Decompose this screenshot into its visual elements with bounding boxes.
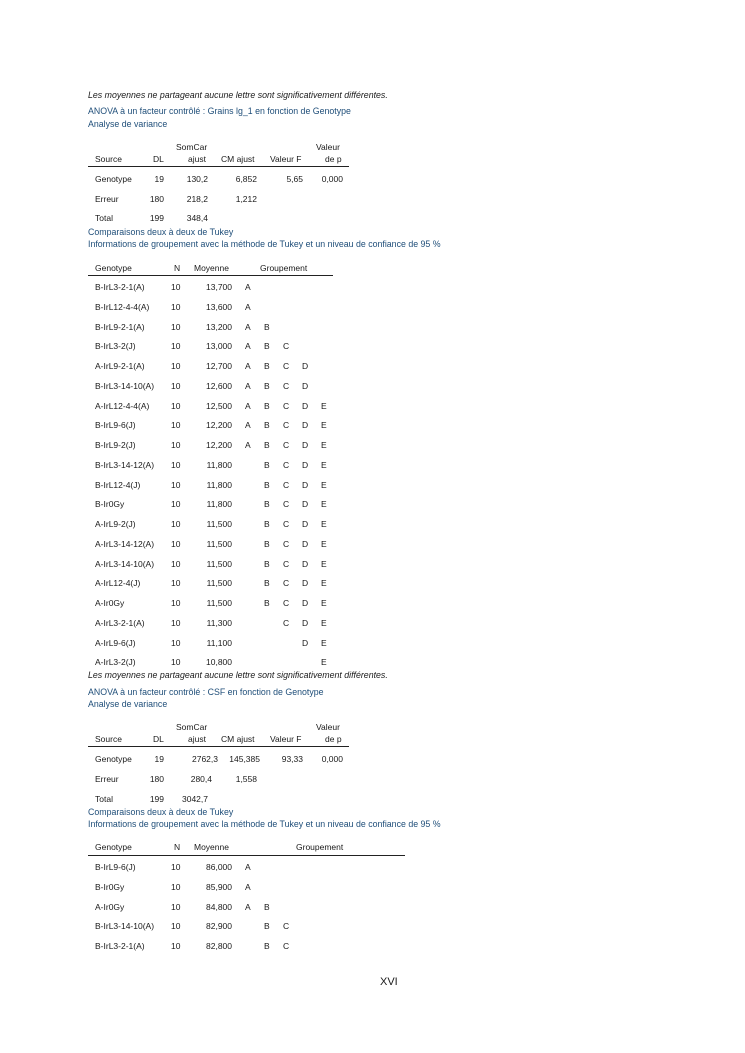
header-somcar-1: SomCar: [176, 722, 208, 732]
group-letter: A: [245, 301, 251, 312]
cell-dl: 19: [154, 754, 164, 764]
cell-f: 5,65: [286, 174, 303, 184]
header-rule: [88, 855, 405, 856]
group-letter: E: [321, 499, 327, 510]
cell-genotype: A-IrL12-4(J): [95, 578, 141, 589]
group-letter: B: [264, 420, 270, 431]
cell-genotype: A-IrL9-2(J): [95, 519, 136, 529]
cell-n: 10: [171, 400, 181, 411]
group-letter: A: [245, 440, 251, 450]
cell-cm: 1,212: [235, 194, 257, 204]
header-source: Source: [95, 154, 122, 164]
cell-genotype: B-IrL12-4(J): [95, 479, 141, 490]
group-letter: A: [245, 282, 251, 292]
cell-n: 10: [171, 440, 181, 450]
group-letter: B: [264, 361, 270, 371]
cell-moyenne: 84,800: [206, 901, 232, 912]
group-letter: D: [302, 637, 309, 648]
cell-somcar: 2762,3: [192, 754, 218, 764]
header-n: N: [174, 842, 181, 852]
cell-cm: 6,852: [235, 174, 257, 184]
group-letter: A: [245, 321, 251, 332]
group-letter: E: [321, 558, 327, 569]
group-letter: C: [283, 440, 290, 450]
cell-genotype: A-IrL3-2-1(A): [95, 617, 145, 628]
cell-genotype: A-Ir0Gy: [95, 901, 125, 912]
cell-p: 0,000: [321, 174, 343, 184]
cell-somcar: 348,4: [186, 213, 208, 223]
cell-n: 10: [171, 380, 181, 391]
group-letter: B: [264, 901, 270, 912]
group-letter: D: [302, 459, 309, 470]
cell-genotype: B-Ir0Gy: [95, 881, 125, 892]
page-number: XVI: [380, 976, 398, 988]
anova-title: ANOVA à un facteur contrôlé : CSF en fonction de Genotype: [88, 687, 324, 697]
group-letter: C: [283, 538, 290, 549]
group-letter: C: [283, 380, 290, 391]
cell-somcar: 3042,7: [182, 794, 208, 804]
header-moyenne: Moyenne: [194, 842, 229, 852]
group-letter: B: [264, 538, 270, 549]
header-rule: [88, 275, 333, 276]
header-somcar-2: ajust: [188, 154, 206, 164]
cell-genotype: B-IrL3-14-10(A): [95, 921, 155, 932]
group-letter: E: [321, 400, 327, 411]
header-source: Source: [95, 734, 122, 744]
header-genotype: Genotype: [95, 263, 132, 273]
group-letter: E: [321, 598, 327, 608]
group-letter: E: [321, 637, 327, 648]
cell-cm: 145,385: [229, 754, 260, 764]
cell-dl: 180: [149, 774, 164, 784]
group-letter: B: [264, 380, 270, 391]
group-letter: C: [283, 459, 290, 470]
cell-moyenne: 10,800: [206, 657, 232, 668]
cell-n: 10: [171, 321, 181, 332]
group-letter: E: [321, 578, 327, 589]
cell-n: 10: [171, 361, 181, 371]
group-letter: D: [302, 440, 309, 450]
cell-moyenne: 13,700: [206, 282, 232, 292]
group-letter: D: [302, 420, 309, 431]
group-letter: E: [321, 420, 327, 431]
cell-somcar: 280,4: [190, 774, 212, 784]
cell-somcar: 218,2: [186, 194, 208, 204]
header-valeur-f: Valeur F: [270, 154, 302, 164]
cell-moyenne: 12,200: [206, 440, 232, 450]
header-valeur-2: de p: [325, 734, 342, 744]
cell-genotype: B-IrL9-2-1(A): [95, 321, 145, 332]
header-valeur-1: Valeur: [316, 722, 340, 732]
cell-moyenne: 13,200: [206, 321, 232, 332]
cell-moyenne: 11,300: [206, 617, 232, 628]
cell-dl: 19: [154, 174, 164, 184]
cell-genotype: A-IrL9-6(J): [95, 637, 136, 648]
group-letter: C: [283, 941, 290, 951]
cell-n: 10: [171, 598, 181, 608]
group-letter: C: [283, 341, 290, 352]
analyse-variance-title: Analyse de variance: [88, 119, 168, 129]
cell-n: 10: [171, 862, 181, 872]
group-letter: A: [245, 341, 251, 352]
group-letter: D: [302, 380, 309, 391]
cell-genotype: B-IrL9-6(J): [95, 862, 136, 872]
cell-genotype: B-IrL9-6(J): [95, 420, 136, 431]
group-letter: E: [321, 657, 327, 668]
cell-n: 10: [171, 499, 181, 510]
group-letter: C: [283, 479, 290, 490]
header-groupement: Groupement: [296, 842, 344, 852]
tukey-title: Comparaisons deux à deux de Tukey: [88, 227, 234, 237]
header-rule: [88, 746, 349, 747]
cell-somcar: 130,2: [186, 174, 208, 184]
group-letter: C: [283, 598, 290, 608]
group-letter: A: [245, 862, 251, 872]
group-letter: B: [264, 519, 270, 529]
cell-moyenne: 11,800: [206, 459, 232, 470]
cell-genotype: A-IrL3-2(J): [95, 657, 136, 668]
group-letter: D: [302, 578, 309, 589]
cell-source: Total: [95, 794, 113, 804]
cell-source: Total: [95, 213, 113, 223]
group-letter: D: [302, 598, 309, 608]
group-letter: B: [264, 578, 270, 589]
cell-genotype: B-IrL9-2(J): [95, 440, 136, 450]
cell-genotype: A-IrL9-2-1(A): [95, 361, 145, 371]
anova-title: ANOVA à un facteur contrôlé : Grains lg_1 en fonction de Genotype: [88, 106, 351, 116]
header-valeur-f: Valeur F: [270, 734, 302, 744]
cell-source: Erreur: [95, 194, 119, 204]
group-letter: B: [264, 921, 270, 932]
group-letter: E: [321, 538, 327, 549]
group-letter: C: [283, 578, 290, 589]
cell-n: 10: [171, 479, 181, 490]
cell-dl: 180: [149, 194, 164, 204]
cell-moyenne: 12,600: [206, 380, 232, 391]
header-genotype: Genotype: [95, 842, 132, 852]
cell-moyenne: 11,500: [206, 578, 232, 589]
group-letter: A: [245, 881, 251, 892]
cell-moyenne: 11,800: [206, 479, 232, 490]
group-letter: B: [264, 558, 270, 569]
group-letter: D: [302, 519, 309, 529]
cell-f: 93,33: [281, 754, 303, 764]
group-letter: C: [283, 400, 290, 411]
cell-n: 10: [171, 657, 181, 668]
cell-moyenne: 82,800: [206, 941, 232, 951]
group-letter: C: [283, 361, 290, 371]
header-valeur-1: Valeur: [316, 142, 340, 152]
cell-n: 10: [171, 341, 181, 352]
group-letter: A: [245, 400, 251, 411]
cell-dl: 199: [149, 794, 164, 804]
cell-genotype: B-IrL3-2-1(A): [95, 941, 145, 951]
cell-n: 10: [171, 617, 181, 628]
group-letter: E: [321, 459, 327, 470]
header-cm: CM ajust: [221, 154, 255, 164]
header-dl: DL: [153, 154, 164, 164]
cell-genotype: B-IrL3-14-12(A): [95, 459, 155, 470]
cell-moyenne: 13,600: [206, 301, 232, 312]
header-somcar-1: SomCar: [176, 142, 208, 152]
cell-moyenne: 11,500: [206, 519, 232, 529]
cell-dl: 199: [149, 213, 164, 223]
group-letter: A: [245, 380, 251, 391]
group-letter: E: [321, 440, 327, 450]
group-letter: C: [283, 420, 290, 431]
cell-genotype: B-IrL3-14-10(A): [95, 380, 155, 391]
group-letter: B: [264, 459, 270, 470]
group-letter: C: [283, 558, 290, 569]
group-letter: E: [321, 617, 327, 628]
cell-genotype: A-IrL3-14-12(A): [95, 538, 155, 549]
header-moyenne: Moyenne: [194, 263, 229, 273]
group-letter: D: [302, 558, 309, 569]
cell-moyenne: 11,500: [206, 558, 232, 569]
cell-source: Erreur: [95, 774, 119, 784]
cell-genotype: A-IrL3-14-10(A): [95, 558, 155, 569]
cell-source: Genotype: [95, 754, 132, 764]
cell-n: 10: [171, 901, 181, 912]
header-cm: CM ajust: [221, 734, 255, 744]
group-letter: A: [245, 420, 251, 431]
cell-moyenne: 85,900: [206, 881, 232, 892]
group-letter: B: [264, 341, 270, 352]
cell-moyenne: 11,500: [206, 538, 232, 549]
cell-n: 10: [171, 921, 181, 932]
cell-genotype: B-IrL3-2-1(A): [95, 282, 145, 292]
header-n: N: [174, 263, 181, 273]
cell-n: 10: [171, 578, 181, 589]
cell-moyenne: 12,700: [206, 361, 232, 371]
cell-moyenne: 12,500: [206, 400, 232, 411]
group-letter: D: [302, 617, 309, 628]
cell-n: 10: [171, 637, 181, 648]
cell-genotype: B-IrL12-4-4(A): [95, 301, 150, 312]
cell-n: 10: [171, 420, 181, 431]
header-valeur-2: de p: [325, 154, 342, 164]
cell-genotype: B-Ir0Gy: [95, 499, 125, 510]
cell-source: Genotype: [95, 174, 132, 184]
cell-moyenne: 82,900: [206, 921, 232, 932]
group-letter: A: [245, 901, 251, 912]
group-letter: C: [283, 499, 290, 510]
cell-n: 10: [171, 558, 181, 569]
group-letter: D: [302, 479, 309, 490]
cell-n: 10: [171, 538, 181, 549]
cell-moyenne: 13,000: [206, 341, 232, 352]
cell-cm: 1,558: [235, 774, 257, 784]
cell-moyenne: 12,200: [206, 420, 232, 431]
group-letter: C: [283, 921, 290, 932]
cell-p: 0,000: [321, 754, 343, 764]
cell-moyenne: 86,000: [206, 862, 232, 872]
header-dl: DL: [153, 734, 164, 744]
group-letter: D: [302, 400, 309, 411]
group-letter: E: [321, 519, 327, 529]
cell-moyenne: 11,100: [206, 637, 232, 648]
group-letter: D: [302, 499, 309, 510]
cell-n: 10: [171, 282, 181, 292]
group-letter: B: [264, 499, 270, 510]
group-letter: C: [283, 519, 290, 529]
group-letter: D: [302, 361, 309, 371]
cell-n: 10: [171, 301, 181, 312]
group-letter: C: [283, 617, 290, 628]
cell-n: 10: [171, 459, 181, 470]
cell-genotype: A-IrL12-4-4(A): [95, 400, 150, 411]
group-letter: D: [302, 538, 309, 549]
group-letter: B: [264, 400, 270, 411]
cell-moyenne: 11,800: [206, 499, 232, 510]
group-letter: B: [264, 321, 270, 332]
cell-moyenne: 11,500: [206, 598, 232, 608]
group-letter: B: [264, 440, 270, 450]
group-letter: B: [264, 479, 270, 490]
header-rule: [88, 166, 349, 167]
cell-n: 10: [171, 519, 181, 529]
analyse-variance-title: Analyse de variance: [88, 699, 168, 709]
cell-genotype: B-IrL3-2(J): [95, 341, 136, 352]
group-letter: B: [264, 941, 270, 951]
header-somcar-2: ajust: [188, 734, 206, 744]
cell-n: 10: [171, 881, 181, 892]
tukey-subtitle: Informations de groupement avec la méthode de Tukey et un niveau de confiance de 95 %: [88, 239, 441, 249]
group-letter: B: [264, 598, 270, 608]
group-letter: A: [245, 361, 251, 371]
note-significance: Les moyennes ne partageant aucune lettre sont significativement différentes.: [88, 670, 388, 680]
cell-genotype: A-Ir0Gy: [95, 598, 125, 608]
note-significance: Les moyennes ne partageant aucune lettre sont significativement différentes.: [88, 90, 388, 100]
header-groupement: Groupement: [260, 263, 308, 273]
group-letter: E: [321, 479, 327, 490]
tukey-title: Comparaisons deux à deux de Tukey: [88, 807, 234, 817]
tukey-subtitle: Informations de groupement avec la méthode de Tukey et un niveau de confiance de 95 %: [88, 819, 441, 829]
cell-n: 10: [171, 941, 181, 951]
